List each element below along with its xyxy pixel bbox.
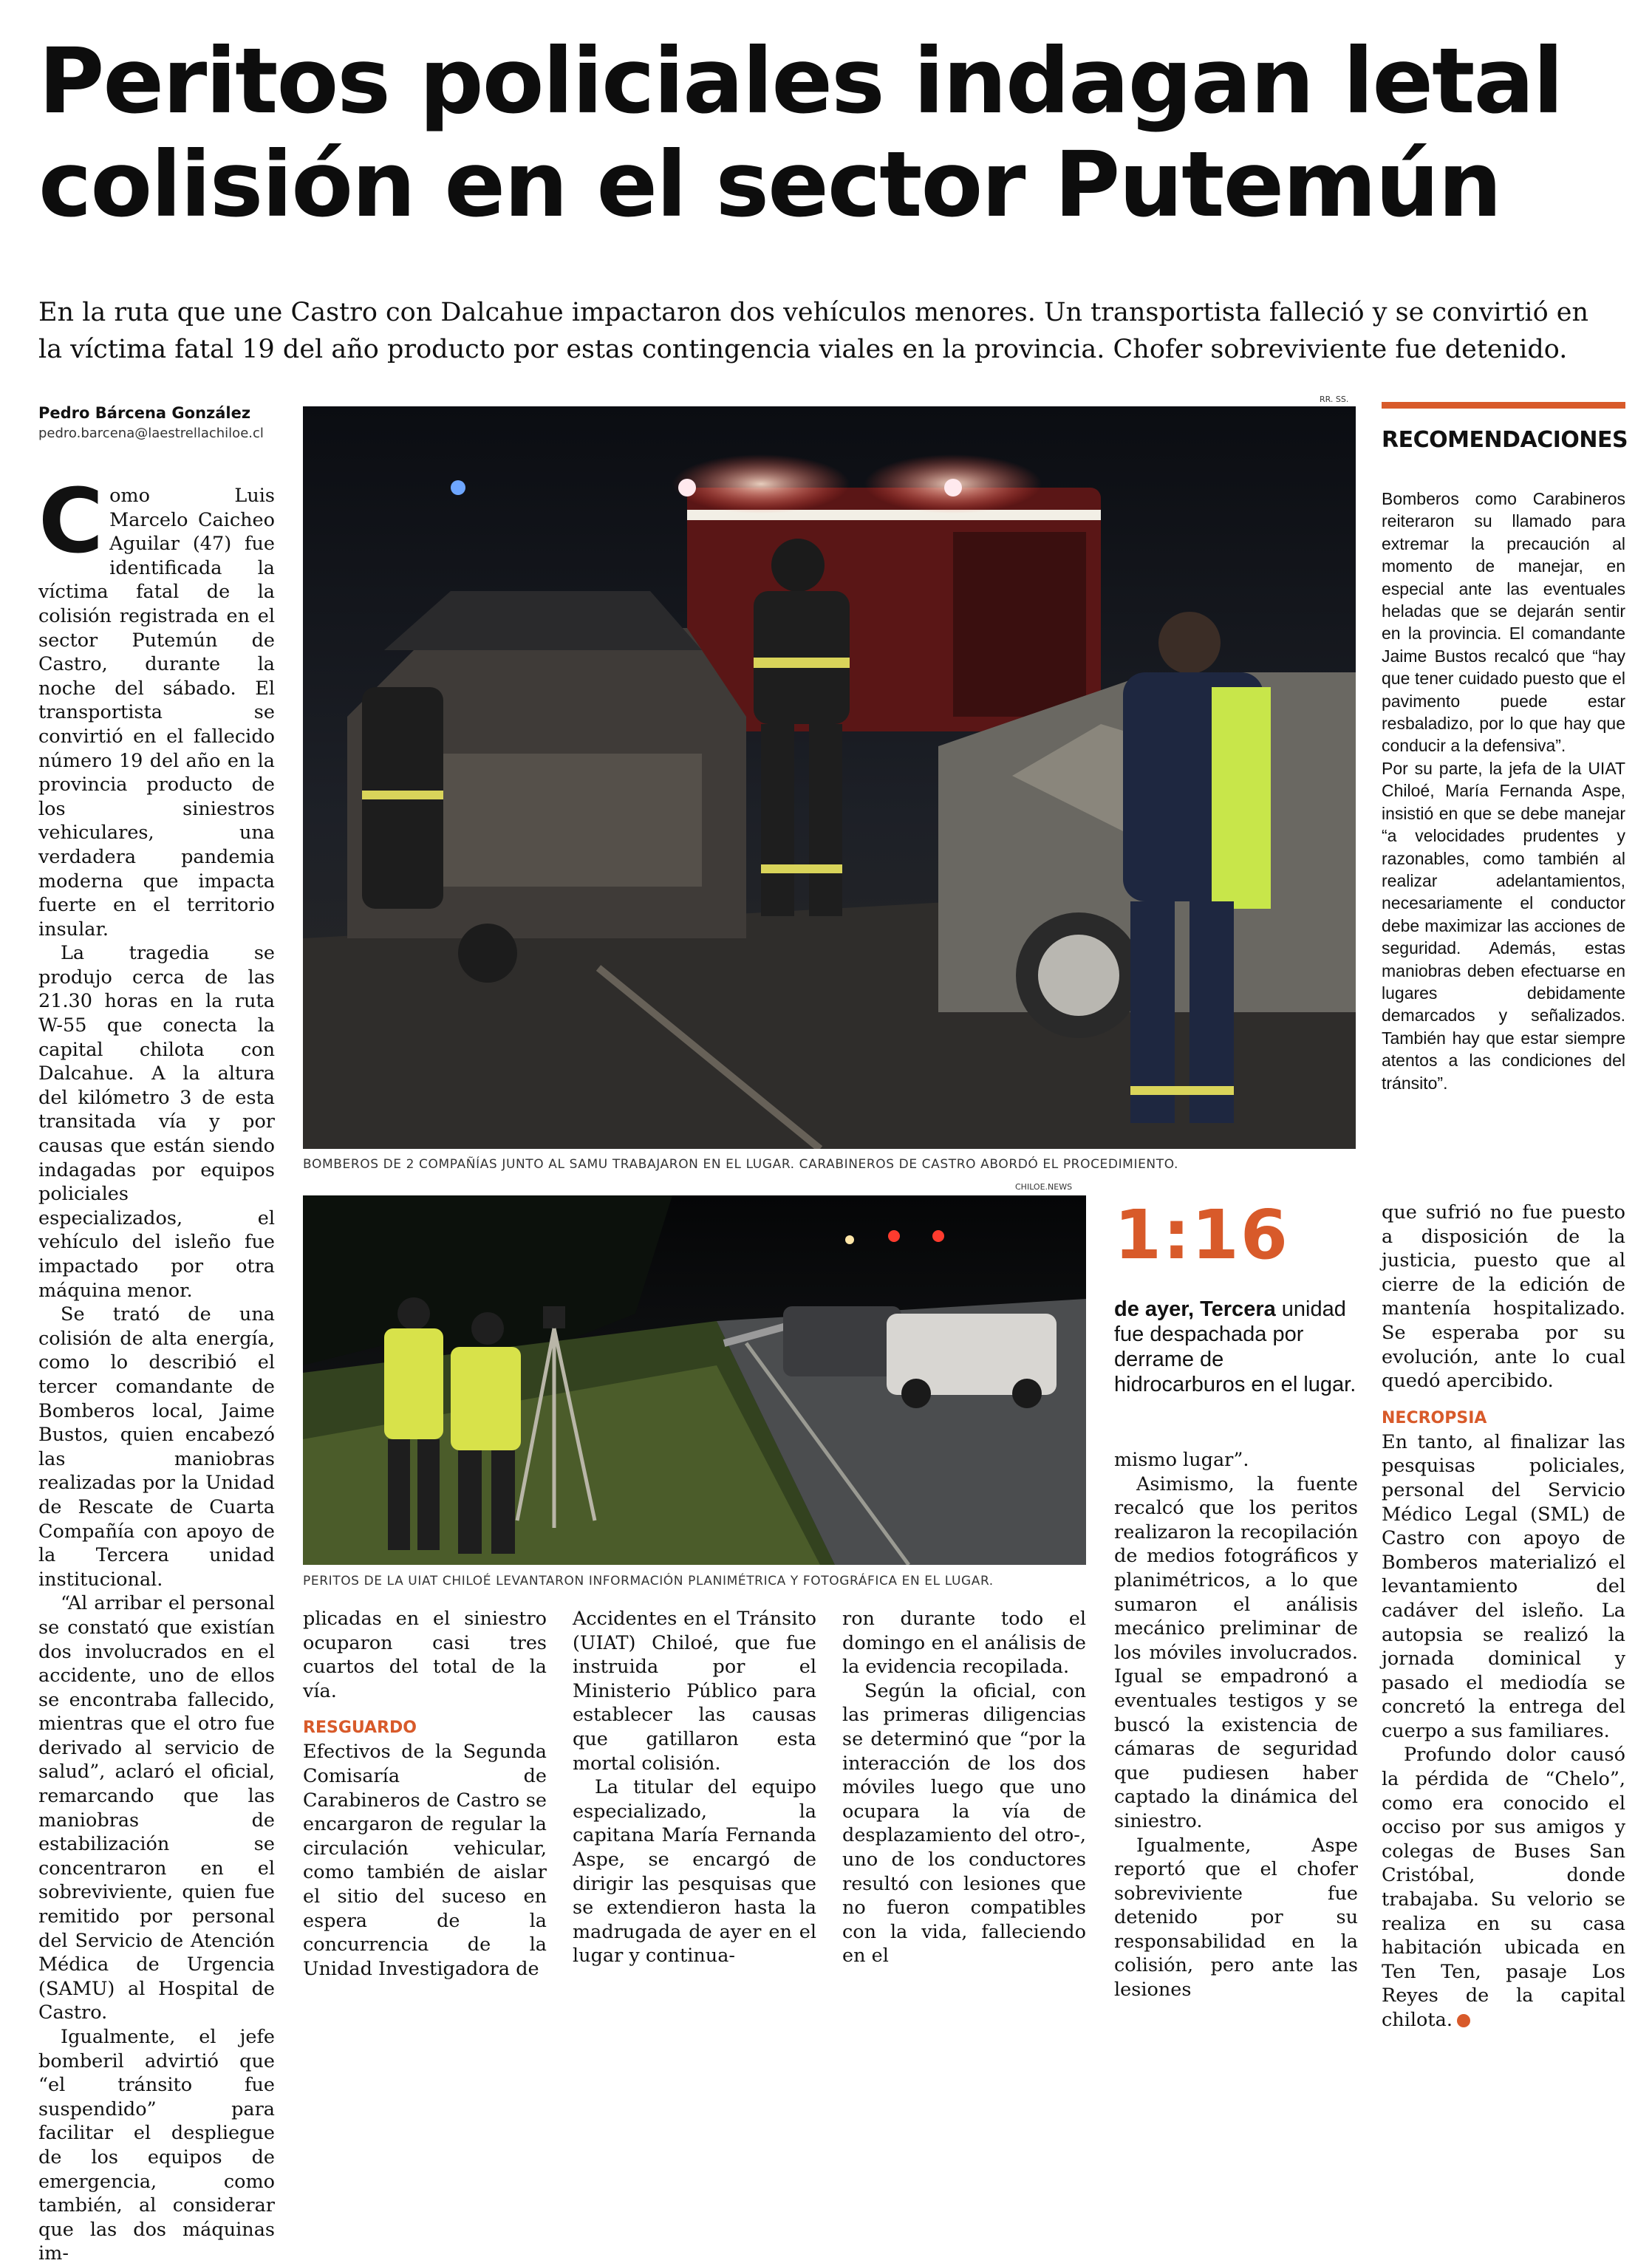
byline-email: pedro.barcena@laestrellachiloe.cl — [38, 426, 264, 441]
paragraph: omo Luis Marcelo Caicheo Aguilar (47) fue identificada la víctima fatal de la colisión registrada en el sector Putemún de Castro, durante la noche del sábado. El transportista se convirtió en el fallecido número 19 del año en la provincia producto de los siniestros vehiculares, una verdadera pandemia moderna que impacta fuerte en el territorio insular. — [38, 485, 275, 941]
photo-caption: BOMBEROS DE 2 COMPAÑÍAS JUNTO AL SAMU TRABAJARON EN EL LUGAR. CARABINEROS DE CASTRO ABORDÓ EL PROCEDIMIENTO. — [303, 1157, 1179, 1172]
stat-text-bold: de ayer, Tercera — [1114, 1297, 1276, 1321]
byline — [38, 402, 290, 443]
investigators-photo — [303, 1195, 1086, 1565]
stat-text-body: unidad fue despachada por derrame de hidrocarburos en el lugar. — [1114, 1297, 1356, 1396]
paragraph: mismo lugar”. — [1114, 1449, 1249, 1471]
sidebar-body — [1382, 488, 1625, 1094]
paragraph: Igualmente, Aspe reportó que el chofer sobreviviente fue detenido por su responsabilidad en la colisión, pero ante las lesiones — [1114, 1834, 1358, 2001]
byline-name: Pedro Bárcena González — [38, 404, 251, 422]
paragraph: Asimismo, la fuente recalcó que los peritos realizaron la recopilación de medios fotográficos y planimétricos, a lo que sumaron el análisis mecánico preliminar de los móviles involucrados. Igual se empadronó a eventuales testigos y se buscó la existencia de cámaras de seguridad que pudiesen haber captado la dinámica del siniestro. — [1114, 1472, 1358, 1832]
stat-number: 1:16 — [1114, 1195, 1289, 1274]
body-column-5 — [1114, 1448, 1358, 2002]
paragraph: Se trató de una colisión de alta energía, como lo describió el tercer comandante de Bomberos local, Jaime Bustos, quien encabezó las maniobras realizadas por la Unidad de Rescate de Cuarta Compañía con apoyo de la Tercera unidad institucional. — [38, 1303, 275, 1591]
body-column-1 — [38, 471, 275, 2266]
paragraph: En tanto, al finalizar las pesquisas policiales, personal del Servicio Médico Legal (SML) de Castro con apoyo de Bomberos materializó el levantamiento del cadáver del isleño. La autopsia se realizó la jornada dominical y pasado el mediodía se concretó la entrega del cuerpo a sus familiares. — [1382, 1430, 1625, 1742]
drop-cap: C — [38, 471, 104, 573]
sidebar-title: RECOMENDACIONES — [1382, 427, 1628, 453]
end-mark-icon — [1457, 2014, 1470, 2027]
subhead-resguardo: RESGUARDO — [303, 1719, 417, 1738]
paragraph: ron durante todo el domingo en el análisis de la evidencia recopilada. — [842, 1608, 1086, 1679]
accident-photo-illustration — [303, 406, 1356, 1149]
investigators-photo-illustration — [303, 1195, 1086, 1565]
body-column-3 — [573, 1607, 816, 1968]
stat-text — [1114, 1297, 1358, 1397]
body-column-4 — [842, 1607, 1086, 1968]
paragraph: Igualmente, el jefe bomberil advirtió que “el tránsito fue suspendido” para facilitar el despliegue de los equipos de emergencia, como también, al considerar que las dos máquinas im- — [38, 2026, 275, 2265]
body-column-6 — [1382, 1201, 1625, 2033]
paragraph: “Al arribar el personal se constató que existían dos involucrados en el accidente, uno de ellos se encontraba fallecido, mientras que el otro fue derivado al servicio de salud”, aclaró el oficial, remarcando que las maniobras de estabilización se concentraron en el sobreviviente, quien fue remitido por personal del Servicio de Atención Médica de Urgencia (SAMU) al Hospital de Castro. — [38, 1592, 275, 2024]
body-column-2 — [303, 1607, 547, 1981]
sidebar-accent-bar — [1382, 402, 1625, 409]
paragraph: plicadas en el siniestro ocuparon casi tres cuartos del total de la vía. — [303, 1608, 547, 1702]
subhead-necropsia: NECROPSIA — [1382, 1408, 1487, 1427]
photo-credit: RR. SS. — [1320, 395, 1349, 404]
paragraph: Bomberos como Carabineros reiteraron su llamado para extremar la precaución al momento de manejar, en especial ante las eventuales heladas que se dejarán sentir en la provincia. El comandante Jaime Bustos recalcó que “hay que tener cuidado puesto que el pavimento puede estar resbaladizo, por lo que hay que conducir a la defensiva”. — [1382, 489, 1625, 756]
paragraph: La titular del equipo especializado, la capitana María Fernanda Aspe, se encargó de dirigir las pesquisas que se extendieron hasta la madrugada de ayer en el lugar y continua- — [573, 1776, 816, 1968]
photo-credit: CHILOE.NEWS — [1015, 1182, 1073, 1192]
paragraph: Accidentes en el Tránsito (UIAT) Chiloé, que fue instruida por el Ministerio Público para establecer las causas que gatillaron esta mortal colisión. — [573, 1608, 816, 1775]
paragraph: Según la oficial, con las primeras diligencias se determinó que “por la interacción de los dos móviles luego que uno ocupara la vía de desplazamiento del otro-, uno de los conductores resultó con lesiones que no fueron compatibles con la vida, falleciendo en el — [842, 1679, 1086, 1968]
headline: Peritos policiales indagan letal colisión en el sector Putemún — [38, 29, 1563, 237]
paragraph: La tragedia se produjo cerca de las 21.30 horas en la ruta W-55 que conecta la capital chilota con Dalcahue. A la altura del kilómetro 3 de esta transitada vía y por causas que están siendo indagadas por equipos policiales especializados, el vehículo del isleño fue impactado por otra máquina menor. — [38, 942, 275, 1302]
paragraph: Profundo dolor causó la pérdida de “Chelo”, como era conocido el occiso por sus amigos y colegas de Buses San Cristóbal, donde trabajaba. Su velorio se realiza en su casa habitación ubicada en Ten Ten, pasaje Los Reyes de la capital chilota. — [1382, 1744, 1625, 2031]
paragraph: Por su parte, la jefa de la UIAT Chiloé, María Fernanda Aspe, insistió en que se debe manejar “a velocidades prudentes y razonables, como también al realizar adelantamientos, necesariamente el conductor debe maximizar las acciones de seguridad. Además, estas maniobras deben efectuarse en lugares debidamente demarcados y señalizados. También hay que estar siempre atentos a las condiciones del tránsito”. — [1382, 758, 1625, 1093]
paragraph: Efectivos de la Segunda Comisaría de Carabineros de Castro se encargaron de regular la circulación vehicular, como también de aislar el sitio del suceso en espera de la concurrencia de la Unidad Investigadora de — [303, 1741, 547, 1980]
deck: En la ruta que une Castro con Dalcahue impactaron dos vehículos menores. Un transportista falleció y se convirtió en la víctima fatal 19 del año producto por estas contingencia viales en la provincia. Chofer sobreviviente fue detenido. — [38, 298, 1589, 364]
accident-photo — [303, 406, 1356, 1149]
photo-caption: PERITOS DE LA UIAT CHILOÉ LEVANTARON INFORMACIÓN PLANIMÉTRICA Y FOTOGRÁFICA EN EL LUGAR. — [303, 1574, 994, 1588]
paragraph: que sufrió no fue puesto a disposición de la justicia, puesto que al cierre de la edición de mantenía hospitalizado. Se esperaba por su evolución, ante lo cual quedó apercibido. — [1382, 1201, 1625, 1393]
